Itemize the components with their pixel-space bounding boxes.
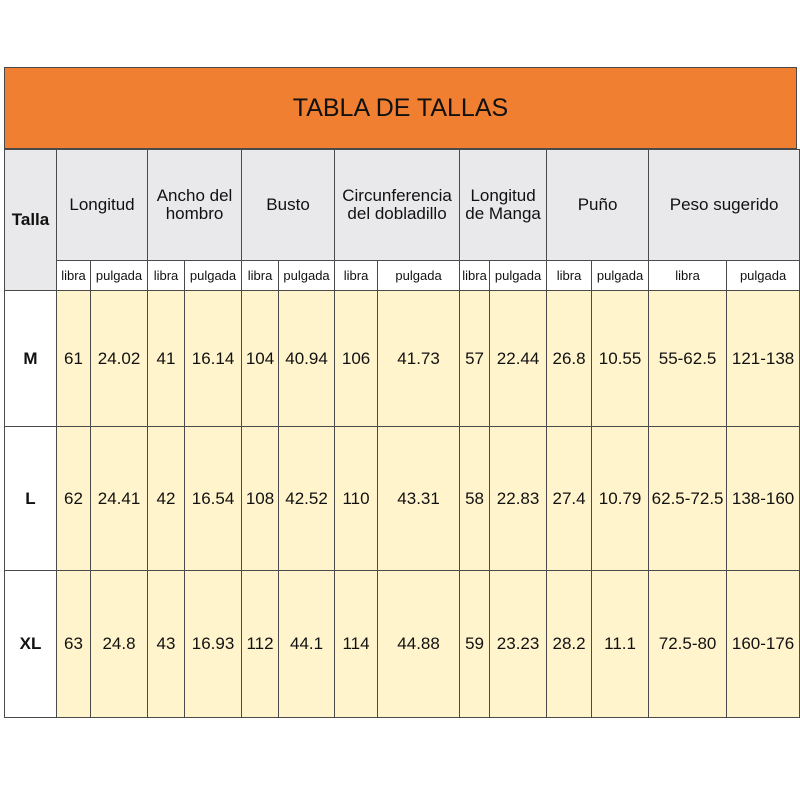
table-cell: 42 — [148, 427, 185, 571]
header-longitud-manga: Longitud de Manga — [460, 150, 547, 261]
table-cell: 58 — [460, 427, 490, 571]
table-row — [5, 291, 800, 427]
size-label: M — [5, 291, 57, 427]
unit-label: libra — [148, 261, 185, 291]
header-row — [5, 150, 800, 261]
table-cell: 11.1 — [592, 571, 649, 718]
table-cell: 16.54 — [185, 427, 242, 571]
table-cell: 44.88 — [378, 571, 460, 718]
table-cell: 121-138 — [727, 291, 800, 427]
table-cell: 59 — [460, 571, 490, 718]
table-cell: 110 — [335, 427, 378, 571]
table-cell: 16.14 — [185, 291, 242, 427]
table-cell: 23.23 — [490, 571, 547, 718]
size-label: L — [5, 427, 57, 571]
unit-label: pulgada — [279, 261, 335, 291]
unit-label: libra — [242, 261, 279, 291]
table-cell: 41 — [148, 291, 185, 427]
table-cell: 10.79 — [592, 427, 649, 571]
unit-row — [5, 261, 800, 291]
table-cell: 42.52 — [279, 427, 335, 571]
table-cell: 24.8 — [91, 571, 148, 718]
table-cell: 26.8 — [547, 291, 592, 427]
table-row — [5, 571, 800, 718]
unit-label: pulgada — [91, 261, 148, 291]
chart-title: TABLA DE TALLAS — [292, 93, 509, 122]
table-cell: 22.83 — [490, 427, 547, 571]
table-cell: 57 — [460, 291, 490, 427]
table-cell: 16.93 — [185, 571, 242, 718]
table-cell: 41.73 — [378, 291, 460, 427]
unit-label: pulgada — [727, 261, 800, 291]
table-cell: 55-62.5 — [649, 291, 727, 427]
unit-label: libra — [57, 261, 91, 291]
table-cell: 160-176 — [727, 571, 800, 718]
header-longitud: Longitud — [57, 150, 148, 261]
unit-label: libra — [547, 261, 592, 291]
table-cell: 106 — [335, 291, 378, 427]
table-cell: 28.2 — [547, 571, 592, 718]
table-cell: 44.1 — [279, 571, 335, 718]
table-cell: 138-160 — [727, 427, 800, 571]
header-circunferencia: Circunferencia del dobladillo — [335, 150, 460, 261]
header-busto: Busto — [242, 150, 335, 261]
table-cell: 43.31 — [378, 427, 460, 571]
table-cell: 27.4 — [547, 427, 592, 571]
table-cell: 112 — [242, 571, 279, 718]
table-cell: 22.44 — [490, 291, 547, 427]
table-cell: 40.94 — [279, 291, 335, 427]
unit-label: libra — [335, 261, 378, 291]
table-cell: 61 — [57, 291, 91, 427]
unit-label: libra — [649, 261, 727, 291]
table-cell: 62 — [57, 427, 91, 571]
header-puno: Puño — [547, 150, 649, 261]
table-cell: 108 — [242, 427, 279, 571]
table-cell: 24.02 — [91, 291, 148, 427]
header-peso-sugerido: Peso sugerido — [649, 150, 800, 261]
table-cell: 72.5-80 — [649, 571, 727, 718]
table-row — [5, 427, 800, 571]
unit-label: pulgada — [592, 261, 649, 291]
unit-label: pulgada — [185, 261, 242, 291]
table-cell: 63 — [57, 571, 91, 718]
table-cell: 62.5-72.5 — [649, 427, 727, 571]
table-cell: 43 — [148, 571, 185, 718]
table-cell: 114 — [335, 571, 378, 718]
size-table — [4, 149, 800, 718]
unit-label: pulgada — [490, 261, 547, 291]
talla-header: Talla — [5, 150, 57, 291]
header-ancho-hombro: Ancho del hombro — [148, 150, 242, 261]
table-cell: 104 — [242, 291, 279, 427]
size-label: XL — [5, 571, 57, 718]
table-cell: 10.55 — [592, 291, 649, 427]
table-cell: 24.41 — [91, 427, 148, 571]
title-bar — [4, 67, 797, 149]
unit-label: pulgada — [378, 261, 460, 291]
size-chart — [4, 67, 797, 718]
unit-label: libra — [460, 261, 490, 291]
